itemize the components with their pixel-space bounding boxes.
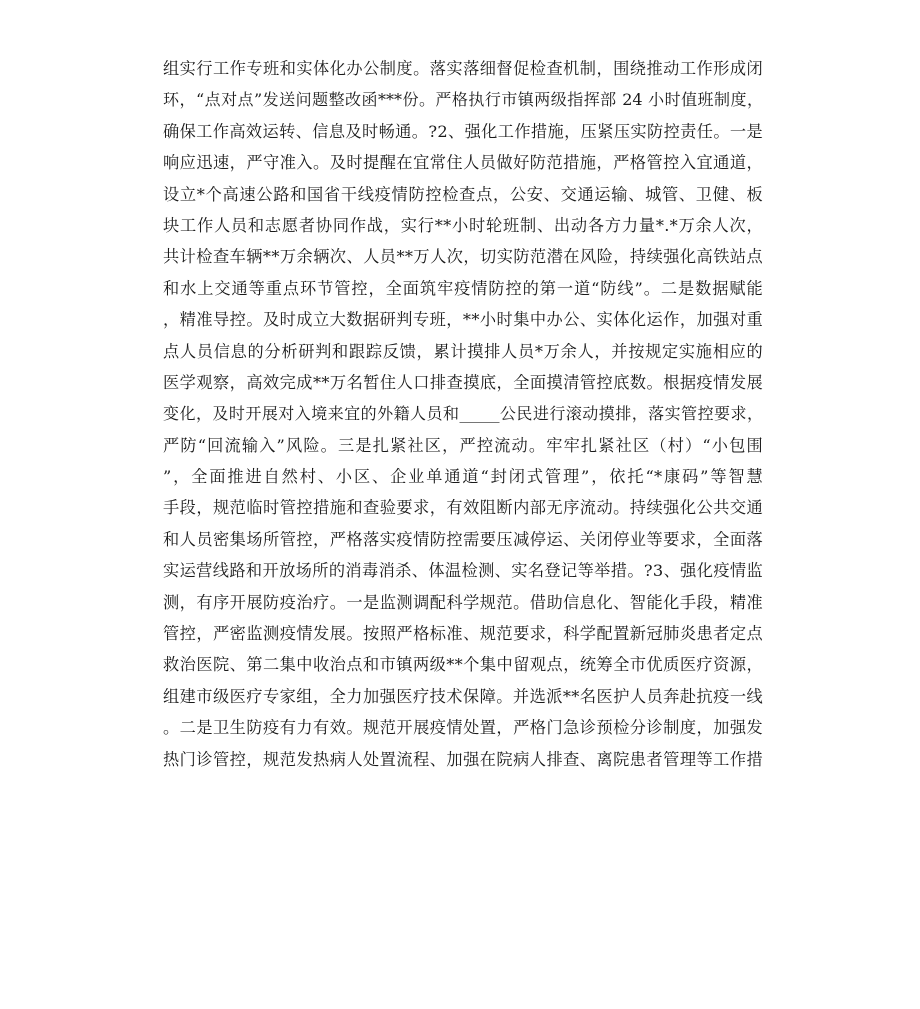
text-line: 救治医院、第二集中收治点和市镇两级**个集中留观点，统筹全市优质医疗资源， <box>163 655 763 675</box>
text-line: 和人员密集场所管控，严格落实疫情防控需要压减停运、关闭停业等要求，全面落 <box>163 529 763 549</box>
text-line: 热门诊管控，规范发热病人处置流程、加强在院病人排查、离院患者管理等工作措 <box>163 749 763 769</box>
text-line: 管控，严密监测疫情发展。按照严格标准、规范要求，科学配置新冠肺炎患者定点 <box>163 624 763 644</box>
text-line: 手段，规范临时管控措施和查验要求，有效阻断内部无序流动。持续强化公共交通 <box>163 498 763 518</box>
text-line: 组建市级医疗专家组，全力加强医疗技术保障。并选派**名医护人员奔赴抗疫一线 <box>163 686 763 706</box>
text-line: 测，有序开展防疫治疗。一是监测调配科学规范。借助信息化、智能化手段，精准 <box>163 592 763 612</box>
body-text <box>163 53 763 775</box>
text-line: ，精准导控。及时成立大数据研判专班，**小时集中办公、实体化运作，加强对重 <box>163 310 763 330</box>
text-line: 医学观察，高效完成**万名暂住人口排查摸底，全面摸清管控底数。根据疫情发展 <box>163 372 763 392</box>
text-line: 。二是卫生防疫有力有效。规范开展疫情处置，严格门急诊预检分诊制度，加强发 <box>163 718 763 738</box>
text-line: 环，“点对点”发送问题整改函***份。严格执行市镇两级指挥部 24 小时值班制度， <box>163 90 763 110</box>
text-line: 点人员信息的分析研判和跟踪反馈，累计摸排人员*万余人，并按规定实施相应的 <box>163 341 763 361</box>
text-line: 确保工作高效运转、信息及时畅通。?2、强化工作措施，压紧压实防控责任。一是 <box>163 121 763 141</box>
text-line: 组实行工作专班和实体化办公制度。落实落细督促检查机制，围绕推动工作形成闭 <box>163 59 763 78</box>
text-line: 实运营线路和开放场所的消毒消杀、体温检测、实名登记等举措。?3、强化疫情监 <box>163 561 763 581</box>
text-line: 和水上交通等重点环节管控，全面筑牢疫情防控的第一道“防线”。二是数据赋能 <box>163 278 763 298</box>
text-line: 块工作人员和志愿者协同作战，实行**小时轮班制、出动各方力量*.*万余人次， <box>163 215 763 235</box>
text-line: 共计检查车辆**万余辆次、人员**万人次，切实防范潜在风险，持续强化高铁站点 <box>163 247 763 267</box>
text-line: 严防“回流输入”风险。三是扎紧社区，严控流动。牢牢扎紧社区（村）“小包围 <box>163 435 763 455</box>
text-line: 响应迅速，严守准入。及时提醒在宜常住人员做好防范措施，严格管控入宜通道， <box>163 153 763 173</box>
text-line: 设立*个高速公路和国省干线疫情防控检查点，公安、交通运输、城管、卫健、板 <box>163 184 763 204</box>
text-line: ”，全面推进自然村、小区、企业单通道“封闭式管理”，依托“*康码”等智慧 <box>163 467 763 487</box>
text-line: 变化，及时开展对入境来宜的外籍人员和_____公民进行滚动摸排，落实管控要求， <box>163 404 763 424</box>
